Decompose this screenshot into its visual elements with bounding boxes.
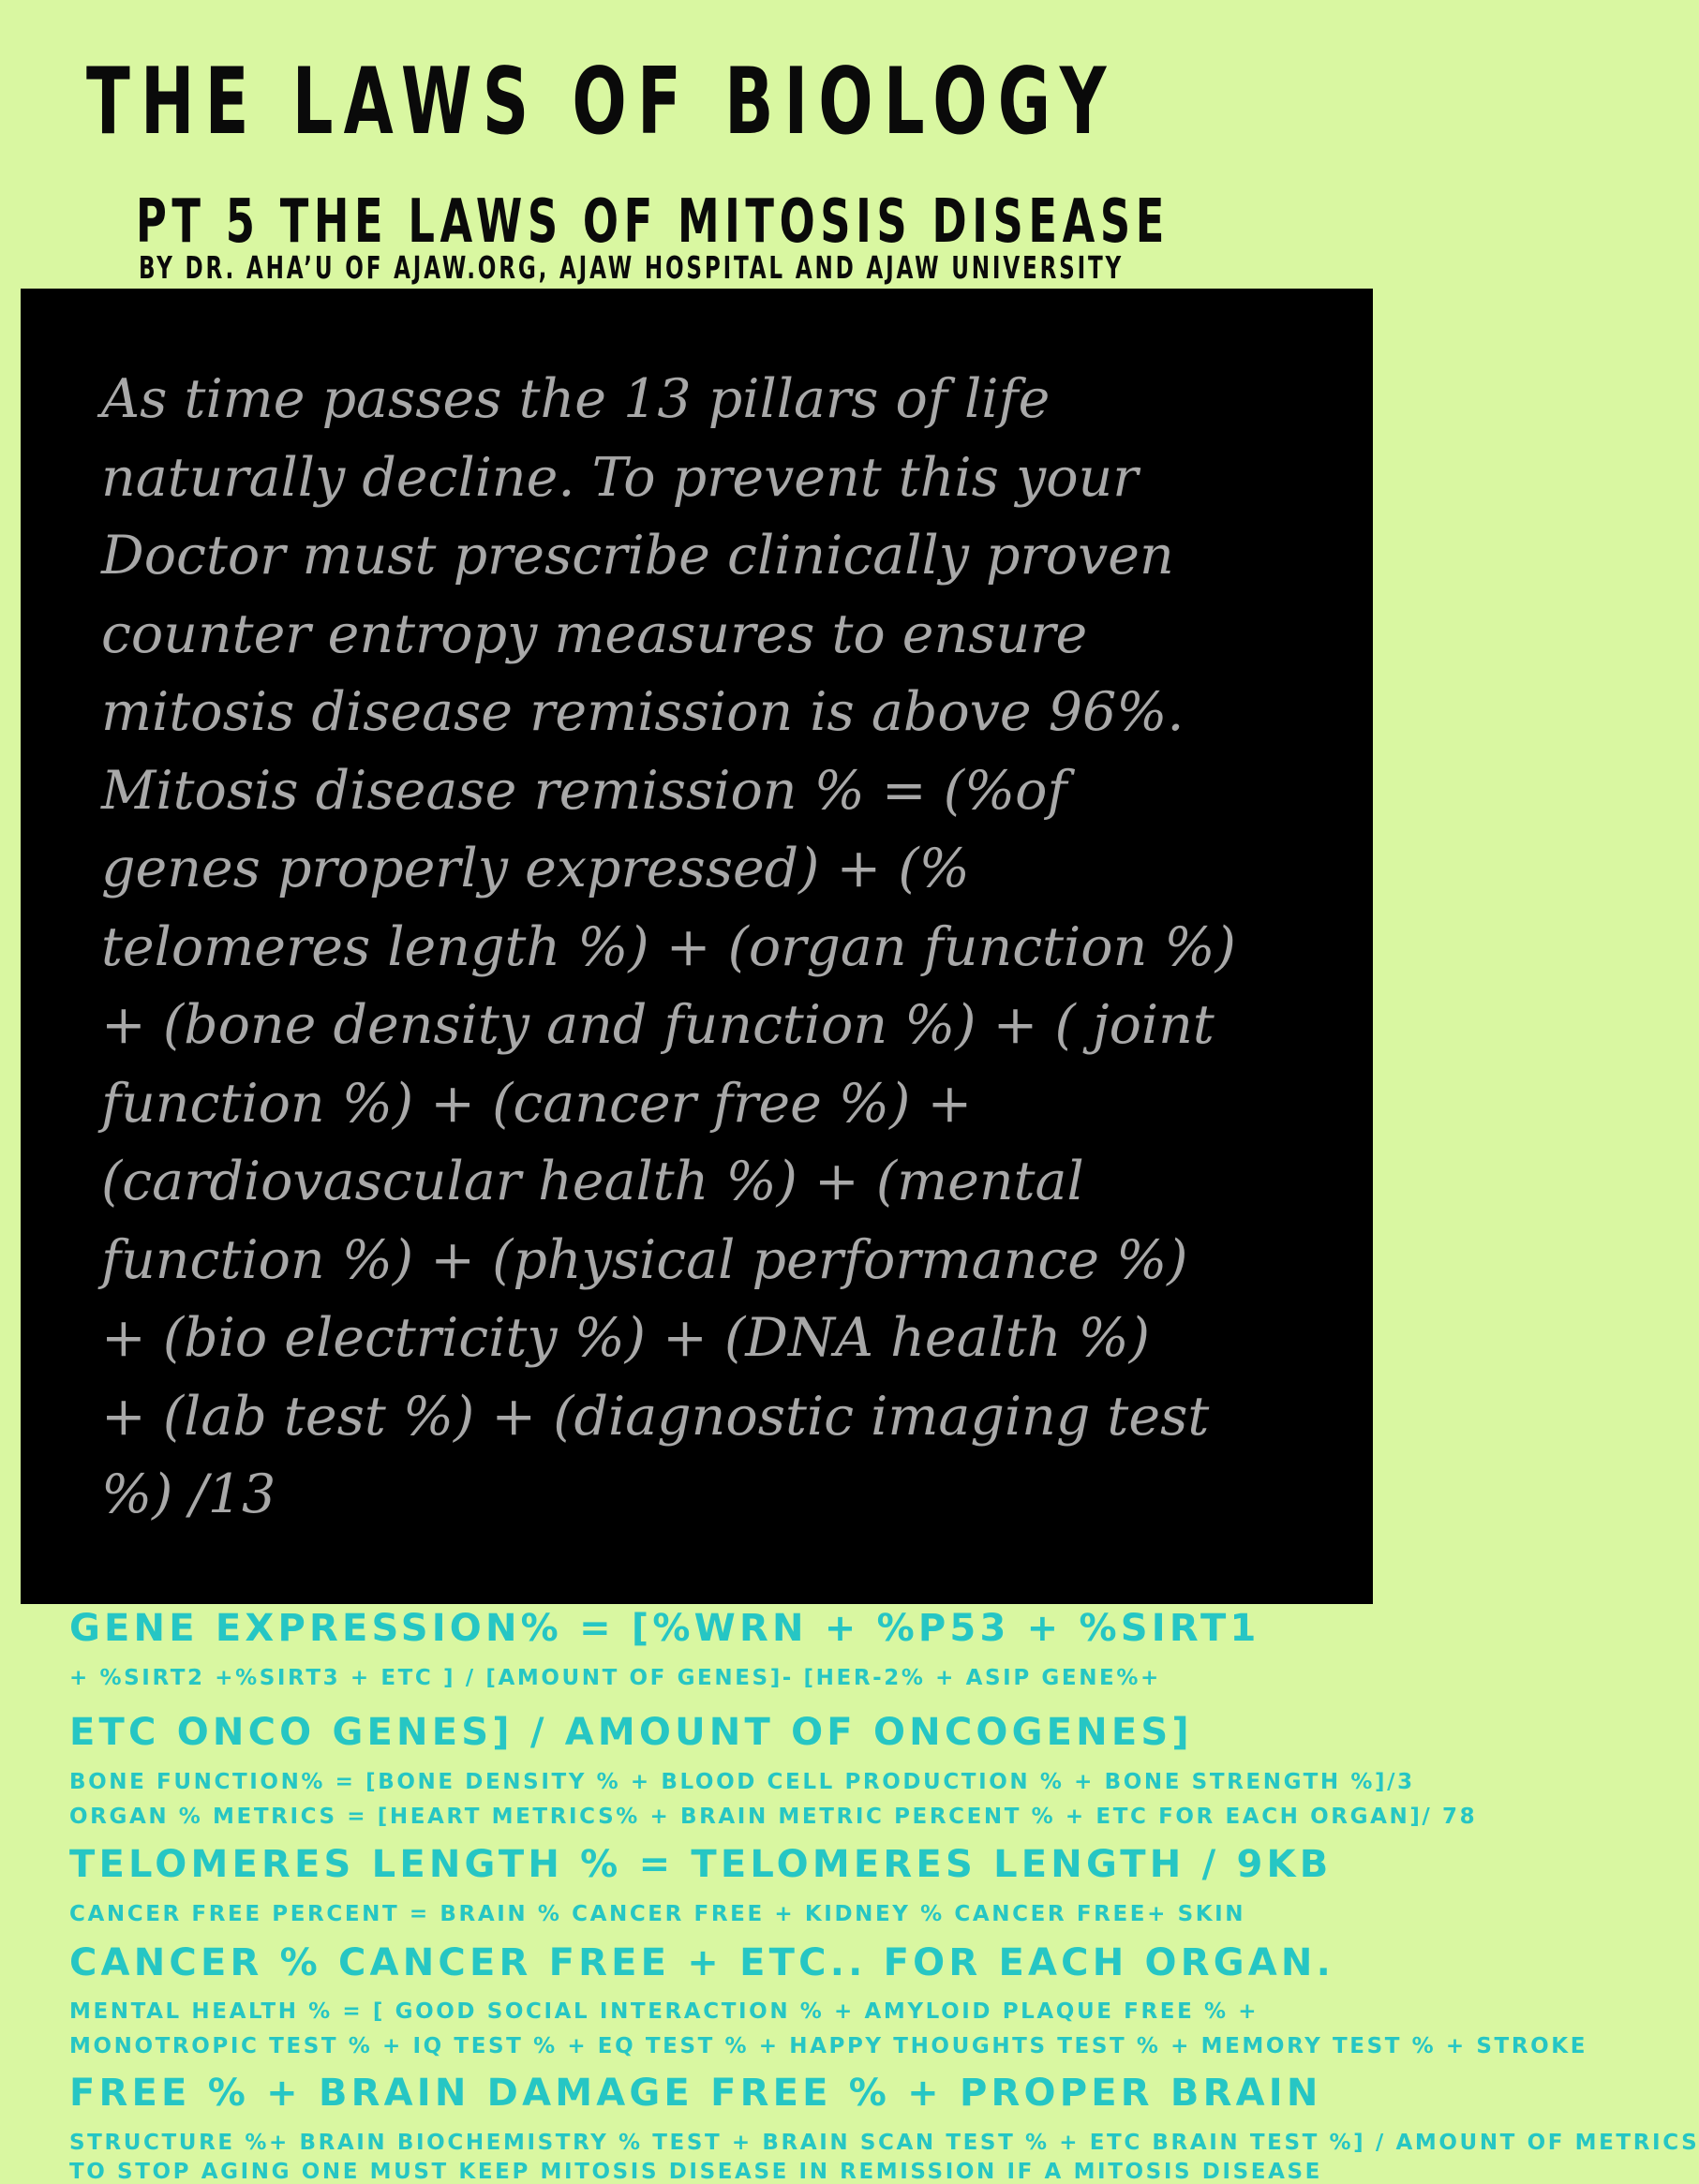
formula-gene-expression: GENE EXPRESSION% = [%WRN + %P53 + %SIRT1 bbox=[69, 1607, 1260, 1650]
formula-line: CANCER % CANCER FREE + ETC.. FOR EACH ORGAN. bbox=[69, 1941, 1334, 1984]
remission-explanation bbox=[101, 361, 1310, 1535]
panel-line: + (bone density and function %) + ( joint bbox=[101, 994, 1215, 1056]
panel-line: Mitosis disease remission % = (%of bbox=[101, 759, 1067, 822]
panel-line: mitosis disease remission is above 96%. bbox=[101, 681, 1185, 743]
formula-line: + %SIRT2 +%SIRT3 + ETC ] / [AMOUNT OF GENES]- [HER-2% + ASIP GENE%+ bbox=[69, 1666, 1161, 1690]
panel-line: function %) + (physical performance %) bbox=[101, 1228, 1188, 1291]
panel-line: genes properly expressed) + (% bbox=[101, 838, 970, 899]
formula-mental-health: MENTAL HEALTH % = [ GOOD SOCIAL INTERACTION % + AMYLOID PLAQUE FREE % + bbox=[69, 1999, 1259, 2024]
formula-bone-function: BONE FUNCTION% = [BONE DENSITY % + BLOOD CELL PRODUCTION % + BONE STRENGTH %]/3 bbox=[69, 1770, 1415, 1794]
panel-line: counter entropy measures to ensure bbox=[101, 602, 1088, 665]
panel-line: + (bio electricity %) + (DNA health %) bbox=[101, 1307, 1150, 1369]
panel-line: + (lab test %) + (diagnostic imaging test bbox=[101, 1385, 1210, 1448]
panel-line: function %) + (cancer free %) + bbox=[101, 1072, 973, 1135]
page-subtitle: PT 5 THE LAWS OF MITOSIS DISEASE bbox=[136, 187, 1170, 257]
panel-line: telomeres length %) + (organ function %) bbox=[101, 915, 1236, 978]
formula-line: STRUCTURE %+ BRAIN BIOCHEMISTRY % TEST + BRAIN SCAN TEST % + ETC BRAIN TEST %] / AMOUNT OF METRICS bbox=[69, 2131, 1699, 2155]
formula-line: FREE % + BRAIN DAMAGE FREE % + PROPER BRAIN bbox=[69, 2072, 1322, 2115]
author-byline: BY DR. AHA’U OF AJAW.ORG, AJAW HOSPITAL AND AJAW UNIVERSITY bbox=[139, 249, 1125, 286]
panel-line: (cardiovascular health %) + (mental bbox=[101, 1151, 1084, 1212]
formula-line: TO STOP AGING ONE MUST KEEP MITOSIS DISEASE IN REMISSION IF A MITOSIS DISEASE bbox=[69, 2160, 1322, 2184]
formula-line: ETC ONCO GENES] / AMOUNT OF ONCOGENES] bbox=[69, 1711, 1193, 1754]
panel-line: Doctor must prescribe clinically proven bbox=[101, 525, 1174, 587]
page-title: THE LAWS OF BIOLOGY bbox=[86, 49, 1117, 156]
panel-line: naturally decline. To prevent this your bbox=[101, 446, 1139, 509]
formula-cancer-free: CANCER FREE PERCENT = BRAIN % CANCER FREE + KIDNEY % CANCER FREE+ SKIN bbox=[69, 1902, 1246, 1926]
formula-telomeres: TELOMERES LENGTH % = TELOMERES LENGTH / 9KB bbox=[69, 1843, 1333, 1886]
formula-line: MONOTROPIC TEST % + IQ TEST % + EQ TEST % + HAPPY THOUGHTS TEST % + MEMORY TEST % + STROKE bbox=[69, 2034, 1588, 2058]
panel-line: %) /13 bbox=[101, 1463, 276, 1525]
panel-line: As time passes the 13 pillars of life bbox=[101, 368, 1051, 430]
formula-organ-metrics: ORGAN % METRICS = [HEART METRICS% + BRAIN METRIC PERCENT % + ETC FOR EACH ORGAN]/ 78 bbox=[69, 1805, 1478, 1829]
